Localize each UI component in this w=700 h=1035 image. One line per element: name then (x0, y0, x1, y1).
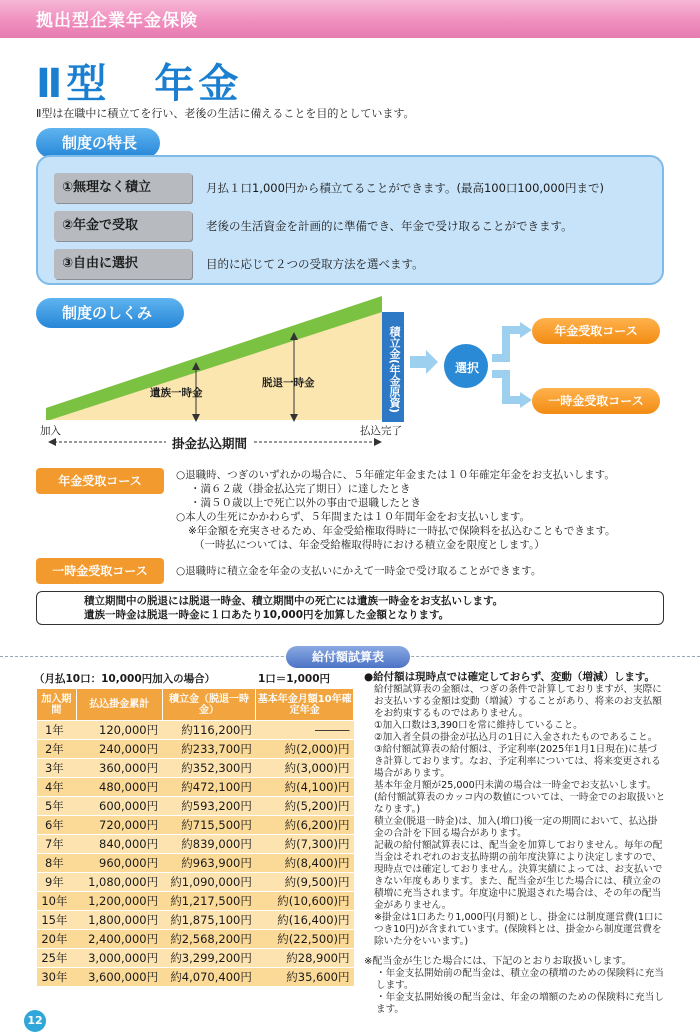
table-cell: 約(16,400)円 (256, 911, 354, 930)
table-cell: 360,000円 (76, 759, 162, 778)
table-row (37, 949, 354, 968)
feature-label-3: ③自由に選択 (54, 249, 192, 279)
table-cell: 約(4,100)円 (256, 778, 354, 797)
table-cell: 15年 (37, 911, 77, 930)
note-line-2: 遺族一時金は脱退一時金に１口あたり10,000円を加算した金額となります。 (84, 609, 450, 621)
features-section-label: 制度の特長 (36, 128, 160, 158)
table-cell: 約3,299,200円 (162, 949, 256, 968)
table-cell: 240,000円 (76, 740, 162, 759)
table-cell: 約472,100円 (162, 778, 256, 797)
dividend-item: ・年金支払開始前の配当金は、積立金の積増のための保険料に充当します。 (376, 968, 664, 991)
table-cell: 20年 (37, 930, 77, 949)
nenkin-course-badge: 年金受取コース (532, 318, 660, 344)
nenkin-line-4: ○本人の生死にかかわらず、５年間または１０年間年金をお支払いします。 (176, 511, 530, 523)
table-cell: 4年 (37, 778, 77, 797)
nenkin-line-1: ○退職時、つぎのいずれかの場合に、５年確定年金または１０年確定年金をお支払いします。 (176, 469, 615, 481)
simulation-table (36, 688, 354, 987)
nenkin-line-2: ・満６２歳（掛金払込完了期日）に達したとき (190, 483, 411, 495)
dividend-item: ・年金支払開始後の配当金は、年金の増額のための保険料に充当します。 (376, 992, 664, 1015)
feature-text-3: 目的に応じて２つの受取方法を選べます。 (206, 257, 424, 271)
page-number: 12 (24, 1010, 46, 1032)
period-label: 掛金払込期間 (166, 434, 253, 452)
table-cell: 約963,900円 (162, 854, 256, 873)
dividend-head: ※配当金が生じた場合には、下記のとおりお取扱いします。 (364, 956, 632, 967)
end-label: 払込完了 (360, 425, 402, 437)
note-item: 積立金(脱退一時金)は、加入(増口)後一定の期間において、払込掛金の合計を下回る場合があります。 (374, 816, 658, 839)
table-cell: 約(5,200)円 (256, 797, 354, 816)
nenkin-course-label: 年金受取コース (36, 468, 164, 494)
table-cell: 7年 (37, 835, 77, 854)
table-cell: 10年 (37, 892, 77, 911)
note-item: ※掛金は1口あたり1,000円(月額)とし、掛金には制度運営費(1口につき10円)が含まれています。(保険料とは、掛金から制度運営費を除いた分をいいます。) (374, 912, 664, 947)
simulation-condition: （月払10口：10,000円加入の場合） (34, 673, 216, 685)
table-cell: 約4,070,400円 (162, 968, 256, 987)
table-cell: 720,000円 (76, 816, 162, 835)
table-cell: 30年 (37, 968, 77, 987)
table-row (37, 816, 354, 835)
ichiji-course-badge: 一時金受取コース (532, 388, 660, 414)
table-cell: 約(3,000)円 (256, 759, 354, 778)
table-cell: 1,800,000円 (76, 911, 162, 930)
note-item: 基本年金月額が25,000円未満の場合は一時金でお支払いします。(給付額試算表のカッコ内の数値については、一時金でのお取扱いとなります。) (374, 780, 666, 815)
page-title: Ⅱ型 年金 (36, 61, 243, 107)
table-cell: 約1,090,000円 (162, 873, 256, 892)
note-item: ③給付額試算表の給付額は、予定利率(2025年1月1日現在)に基づき計算しております。なお、予定利率については、将来変更される場合があります。 (374, 744, 661, 779)
table-cell: 約(7,300)円 (256, 835, 354, 854)
table-cell: 600,000円 (76, 797, 162, 816)
table-cell: 約35,600円 (256, 968, 354, 987)
intro-text: Ⅱ型は在職中に積立てを行い、老後の生活に備えることを目的としています。 (36, 107, 415, 120)
select-label: 選択 (454, 361, 479, 375)
table-cell: 約715,500円 (162, 816, 256, 835)
dividend-list (364, 968, 666, 1016)
col-header-paid: 払込掛金累計 (76, 689, 162, 721)
col-header-reserve: 積立金（脱退一時金） (162, 689, 256, 721)
table-cell: 約593,200円 (162, 797, 256, 816)
table-cell: 3年 (37, 759, 77, 778)
izoku-label: 遺族一時金 (150, 387, 203, 399)
notes-list (364, 684, 666, 948)
ichiji-text: ○退職時に積立金を年金の支払いにかえて一時金で受け取ることができます。 (176, 565, 542, 577)
start-label: 加入 (40, 425, 61, 437)
table-cell: 約(9,500)円 (256, 873, 354, 892)
nenkin-line-3: ・満５０歳以上で死亡以外の事由で退職したとき (190, 497, 421, 509)
table-cell: 2年 (37, 740, 77, 759)
table-cell: 9年 (37, 873, 77, 892)
table-cell: 1,080,000円 (76, 873, 162, 892)
table-row (37, 854, 354, 873)
table-row (37, 778, 354, 797)
table-cell: 約1,217,500円 (162, 892, 256, 911)
table-cell: 960,000円 (76, 854, 162, 873)
table-cell: 3,600,000円 (76, 968, 162, 987)
table-row (37, 873, 354, 892)
table-cell: 6年 (37, 816, 77, 835)
table-row (37, 759, 354, 778)
nenkin-line-6: （一時払については、年金受給権取得時における積立金を限度とします。） (194, 539, 545, 551)
table-row (37, 835, 354, 854)
note-line-1: 積立期間中の脱退には脱退一時金、積立期間中の死亡には遺族一時金をお支払いします。 (84, 595, 504, 607)
col-header-pension: 基本年金月額10年確定年金 (256, 689, 354, 721)
simulation-title: 給付額試算表 (286, 646, 410, 668)
table-cell: 840,000円 (76, 835, 162, 854)
note-item: ②加入者全員の掛金が払込月の1日に入金されたものであること。 (374, 732, 658, 743)
simulation-unit: 1口＝1,000円 (258, 673, 331, 685)
table-cell: 約352,300円 (162, 759, 256, 778)
table-cell: 約(22,500)円 (256, 930, 354, 949)
table-cell: 約(2,000)円 (256, 740, 354, 759)
table-cell: 1年 (37, 721, 77, 740)
table-row (37, 721, 354, 740)
col-header-period: 加入期間 (37, 689, 77, 721)
table-row (37, 930, 354, 949)
table-cell: 約(8,400)円 (256, 854, 354, 873)
feature-text-1: 月払１口1,000円から積立てることができます。(最高100口100,000円まで) (206, 181, 604, 195)
notes-head: ●給付額は現時点では確定しておらず、変動（増減）します。 (364, 671, 655, 683)
taishoku-label: 脱退一時金 (262, 377, 315, 389)
table-cell: 480,000円 (76, 778, 162, 797)
tsumitate-label: 積立金(年金原資) (388, 326, 401, 414)
table-cell: 約233,700円 (162, 740, 256, 759)
table-row (37, 892, 354, 911)
table-cell: 約(10,600)円 (256, 892, 354, 911)
feature-label-2: ②年金で受取 (54, 211, 192, 241)
structure-section-label: 制度のしくみ (36, 298, 184, 328)
table-cell: 約(6,200)円 (256, 816, 354, 835)
header-title: 拠出型企業年金保険 (36, 11, 198, 31)
table-cell: 1,200,000円 (76, 892, 162, 911)
table-cell: 約28,900円 (256, 949, 354, 968)
table-cell: 8年 (37, 854, 77, 873)
ichiji-course-label: 一時金受取コース (36, 558, 164, 584)
table-row (37, 797, 354, 816)
features-box (36, 155, 664, 285)
table-cell: 25年 (37, 949, 77, 968)
simulation-table-body (37, 721, 354, 987)
table-cell: 約116,200円 (162, 721, 256, 740)
feature-label-1: ①無理なく積立 (54, 173, 192, 203)
simulation-notes (364, 670, 666, 1016)
table-cell: 3,000,000円 (76, 949, 162, 968)
feature-text-2: 老後の生活資金を計画的に準備でき、年金で受け取ることができます。 (206, 219, 573, 233)
table-cell: 2,400,000円 (76, 930, 162, 949)
note-item: 記載の給付額試算表には、配当金を加算しておりません。毎年の配当金はそれぞれのお支払時期の前年度決算により決定しますので、現時点では確定しておりません。決算実績によっては、お支払いできない年度もあります。また、配当金が生じた場合には、積立金の積増に充当されます。年度途中に脱退された場合は、その年の配当金がありません。 (374, 840, 663, 911)
table-cell: ――― (256, 721, 354, 740)
table-row (37, 968, 354, 987)
nenkin-line-5: ※年金額を充実させるため、年金受給権取得時に一時払で保険料を払込むこともできます。 (188, 525, 616, 537)
note-item: 給付額試算表の金額は、つぎの条件で計算しておりますが、実際にお支払いする金額は変動（増減）することがあり、将来のお支払額をお約束するものではありません。 (374, 684, 662, 719)
table-cell: 約839,000円 (162, 835, 256, 854)
table-cell: 5年 (37, 797, 77, 816)
table-cell: 120,000円 (76, 721, 162, 740)
note-item: ①加入口数は3,390口を常に維持していること。 (374, 720, 583, 731)
table-row (37, 911, 354, 930)
table-cell: 約2,568,200円 (162, 930, 256, 949)
table-cell: 約1,875,100円 (162, 911, 256, 930)
table-row (37, 740, 354, 759)
